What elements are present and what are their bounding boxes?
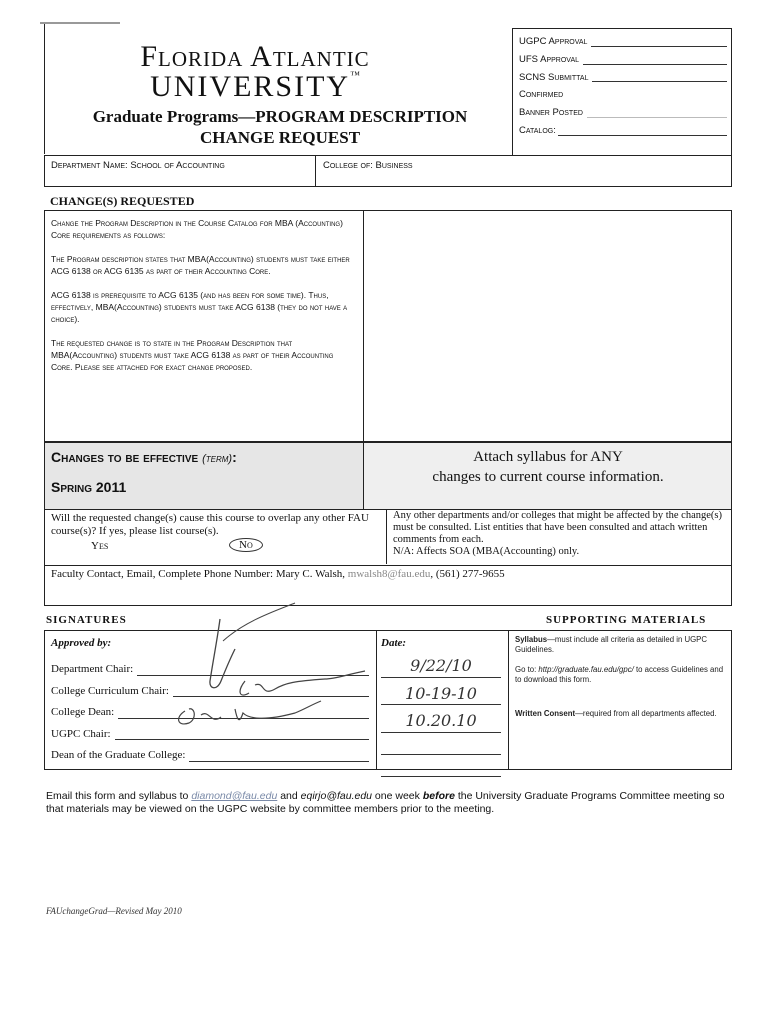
logo-line1: Florida Atlantic	[140, 40, 370, 73]
changes-paragraph: The requested change is to state in the Program Description that MBA(Accounting) students must take ACG 6138 as part of their Accounting Core. Please see attached for exact change proposed.	[51, 338, 334, 372]
effective-term: (term)	[202, 453, 233, 465]
department-row	[44, 155, 732, 187]
approved-by: Approved by:	[51, 637, 112, 649]
faculty-name[interactable]: Mary C. Walsh,	[275, 568, 346, 580]
approval-label: UGPC Approval	[519, 36, 588, 47]
approval-label: Catalog:	[519, 124, 556, 136]
email-link-2[interactable]: eqirjo@fau.edu	[300, 790, 373, 802]
signature-label: Department Chair:	[51, 663, 134, 675]
approval-line[interactable]	[591, 33, 727, 47]
signature-label: College Dean:	[51, 706, 115, 718]
logo-tm: ™	[350, 70, 360, 81]
title-line2: CHANGE REQUEST	[199, 128, 361, 147]
changes-paragraph: Change the Program Description in the Course Catalog for MBA (Accounting) Core requirements as follows:	[51, 218, 343, 240]
syllabus-note-line2: changes to current course information.	[432, 469, 664, 485]
email-pre: Email this form and syllabus to	[46, 790, 192, 802]
effective-value[interactable]: Spring 2011	[51, 479, 127, 495]
departments-note: Any other departments and/or colleges that might be affected by the change(s) must be consulted. List entities that have been consulted and attach written comments from each.	[393, 510, 722, 545]
overlap-yes[interactable]: Yes	[91, 540, 109, 552]
syllabus-note-line1: Attach syllabus for ANY	[473, 449, 623, 465]
signature-label: Dean of the Graduate College:	[51, 749, 186, 761]
goto-post: to access Guidelines and to download this form.	[515, 665, 724, 684]
faculty-email[interactable]: mwalsh8@fau.edu	[347, 568, 431, 580]
overlap-question: Will the requested change(s) cause this course to overlap any other FAU course(s)? If yes, please list course(s).	[51, 512, 369, 537]
faculty-phone[interactable]: , (561) 277-9655	[430, 568, 505, 580]
signatures-heading: SIGNATURES	[46, 614, 127, 626]
consent-text: —required from all departments affected.	[575, 709, 717, 718]
changes-heading: CHANGE(S) REQUESTED	[50, 194, 195, 208]
changes-text[interactable]	[51, 217, 357, 373]
departments-na[interactable]: N/A: Affects SOA (MBA(Accounting) only.	[393, 546, 580, 557]
title-line1: Graduate Programs—PROGRAM DESCRIPTION	[92, 107, 468, 126]
form-title	[60, 106, 500, 148]
effective-label: Changes to be effective	[51, 449, 199, 465]
approval-box	[512, 28, 732, 156]
syllabus-text: —must include all criteria as detailed in UGPC Guidelines.	[515, 635, 707, 654]
fau-logo	[60, 40, 480, 104]
approval-line[interactable]	[558, 122, 727, 136]
guidelines-link[interactable]: http://graduate.fau.edu/gpc/	[538, 665, 634, 674]
syllabus-title: Syllabus	[515, 635, 548, 644]
handwritten-signatures	[125, 601, 385, 751]
date-value[interactable]: 10.20.10	[381, 710, 501, 733]
approval-label: Banner Posted	[519, 107, 583, 119]
email-before: before	[422, 790, 455, 802]
syllabus-note	[365, 447, 731, 487]
approval-line[interactable]	[583, 51, 727, 65]
faculty-label: Faculty Contact, Email, Complete Phone Number:	[51, 568, 274, 580]
approval-line[interactable]	[587, 104, 727, 118]
approval-line[interactable]	[592, 69, 727, 83]
overlap-row	[44, 510, 732, 566]
overlap-no[interactable]: No	[229, 538, 263, 552]
email-link-1[interactable]: diamond@fau.edu	[191, 790, 278, 802]
date-value[interactable]	[381, 760, 501, 777]
date-value[interactable]: 10-19-10	[381, 683, 501, 706]
changes-paragraph: ACG 6138 is prerequisite to ACG 6135 (and has been for some time). Thus, effectively, MBA(Accounting) students must take ACG 6138 (they do not have a choice).	[51, 290, 348, 324]
signatures-box	[44, 630, 732, 770]
effective-colon: :	[232, 449, 237, 465]
faculty-row	[44, 566, 732, 606]
approval-label: SCNS Submittal	[519, 71, 589, 83]
approval-label: Confirmed	[519, 89, 564, 101]
divider	[44, 24, 45, 154]
email-mid2: one week	[372, 790, 423, 802]
email-mid: and	[277, 790, 301, 802]
approval-label: UFS Approval	[519, 53, 580, 65]
college-value[interactable]: Business	[375, 160, 413, 171]
revision-note: FAUchangeGrad—Revised May 2010	[46, 906, 182, 916]
logo-line2: UNIVERSITY	[150, 70, 351, 103]
changes-paragraph: The Program description states that MBA(Accounting) students must take either ACG 6138 or ACG 6135 as part of their Accounting Core.	[51, 254, 350, 276]
signature-label: UGPC Chair:	[51, 727, 111, 740]
email-instructions	[46, 790, 736, 816]
email-post: the University Graduate Programs Committee meeting so that materials may be viewed on the UGPC website by committee members prior to the meeting.	[46, 790, 725, 815]
date-value[interactable]: 9/22/10	[381, 655, 501, 678]
goto-pre: Go to:	[515, 665, 539, 674]
college-label: College of:	[323, 160, 373, 171]
changes-box	[44, 210, 732, 442]
corner-mark	[40, 22, 120, 24]
effective-row	[44, 442, 732, 510]
signature-label: College Curriculum Chair:	[51, 684, 169, 697]
consent-title: Written Consent	[515, 709, 576, 718]
supporting-heading: SUPPORTING MATERIALS	[546, 614, 707, 626]
department-value[interactable]: School of Accounting	[130, 160, 225, 171]
date-value[interactable]	[381, 738, 501, 755]
department-label: Department Name:	[51, 160, 128, 171]
date-label: Date:	[381, 637, 407, 649]
supporting-materials	[515, 635, 727, 719]
